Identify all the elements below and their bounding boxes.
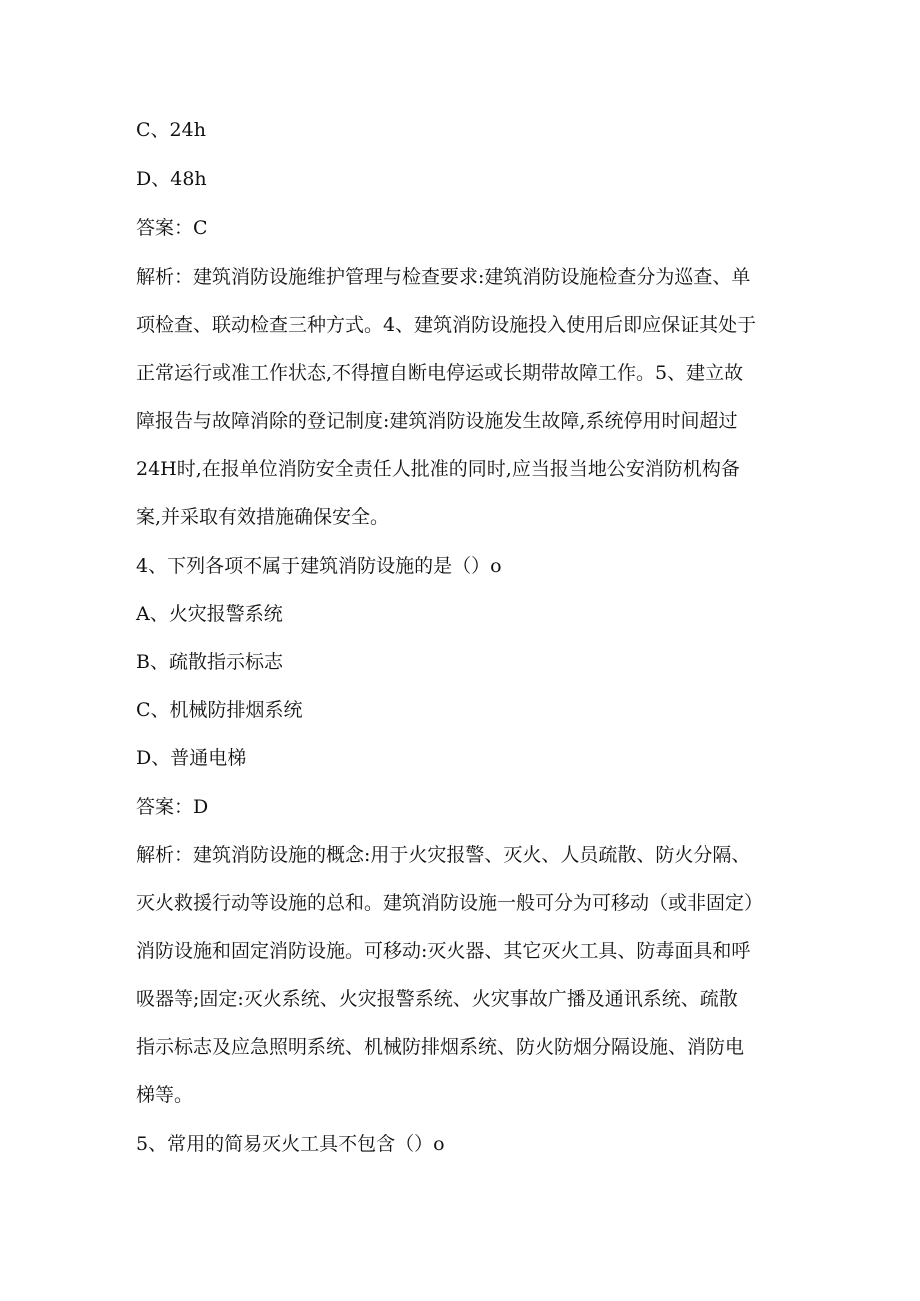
q4-analysis-line: 梯等。 — [136, 1084, 194, 1106]
q3-option-c: C、24h — [136, 119, 206, 141]
q3-analysis-line: 24H时,在报单位消防安全责任人批准的同时,应当报当地公安消防机构备 — [136, 458, 740, 480]
q4-analysis-line: 指示标志及应急照明系统、机械防排烟系统、防火防烟分隔设施、消防电 — [136, 1036, 745, 1058]
q3-option-d: D、48h — [136, 168, 207, 190]
q4-analysis-line: 解析：建筑消防设施的概念:用于火灾报警、灭火、人员疏散、防火分隔、 — [136, 844, 751, 866]
q4-option-a: A、火灾报警系统 — [136, 603, 283, 625]
q4-analysis-line: 吸器等;固定:灭火系统、火灾报警系统、火灾事故广播及通讯系统、疏散 — [136, 988, 738, 1010]
q3-analysis-line: 项检查、联动检查三种方式。4、建筑消防设施投入使用后即应保证其处于 — [136, 314, 757, 336]
q3-analysis-line: 正常运行或准工作状态,不得擅自断电停运或长期带故障工作。5、建立故 — [136, 362, 744, 384]
q4-option-d: D、普通电梯 — [136, 747, 247, 769]
q3-analysis-line: 案,并采取有效措施确保安全。 — [136, 506, 390, 528]
q4-analysis-line: 消防设施和固定消防设施。可移动:灭火器、其它灭火工具、防毒面具和呼 — [136, 940, 751, 962]
q4-option-b: B、疏散指示标志 — [136, 651, 283, 673]
q4-answer: 答案：D — [136, 796, 209, 818]
q3-analysis-line: 解析：建筑消防设施维护管理与检查要求:建筑消防设施检查分为巡查、单 — [136, 266, 751, 288]
q5-question: 5、常用的简易灭火工具不包含（）o — [136, 1133, 445, 1155]
q4-analysis-line: 灭火救援行动等设施的总和。建筑消防设施一般可分为可移动（或非固定） — [136, 892, 764, 914]
q3-analysis-line: 障报告与故障消除的登记制度:建筑消防设施发生故障,系统停用时间超过 — [136, 410, 738, 432]
q3-answer: 答案：C — [136, 217, 208, 239]
q4-option-c: C、机械防排烟系统 — [136, 699, 303, 721]
q4-question: 4、下列各项不属于建筑消防设施的是（）o — [136, 555, 502, 577]
